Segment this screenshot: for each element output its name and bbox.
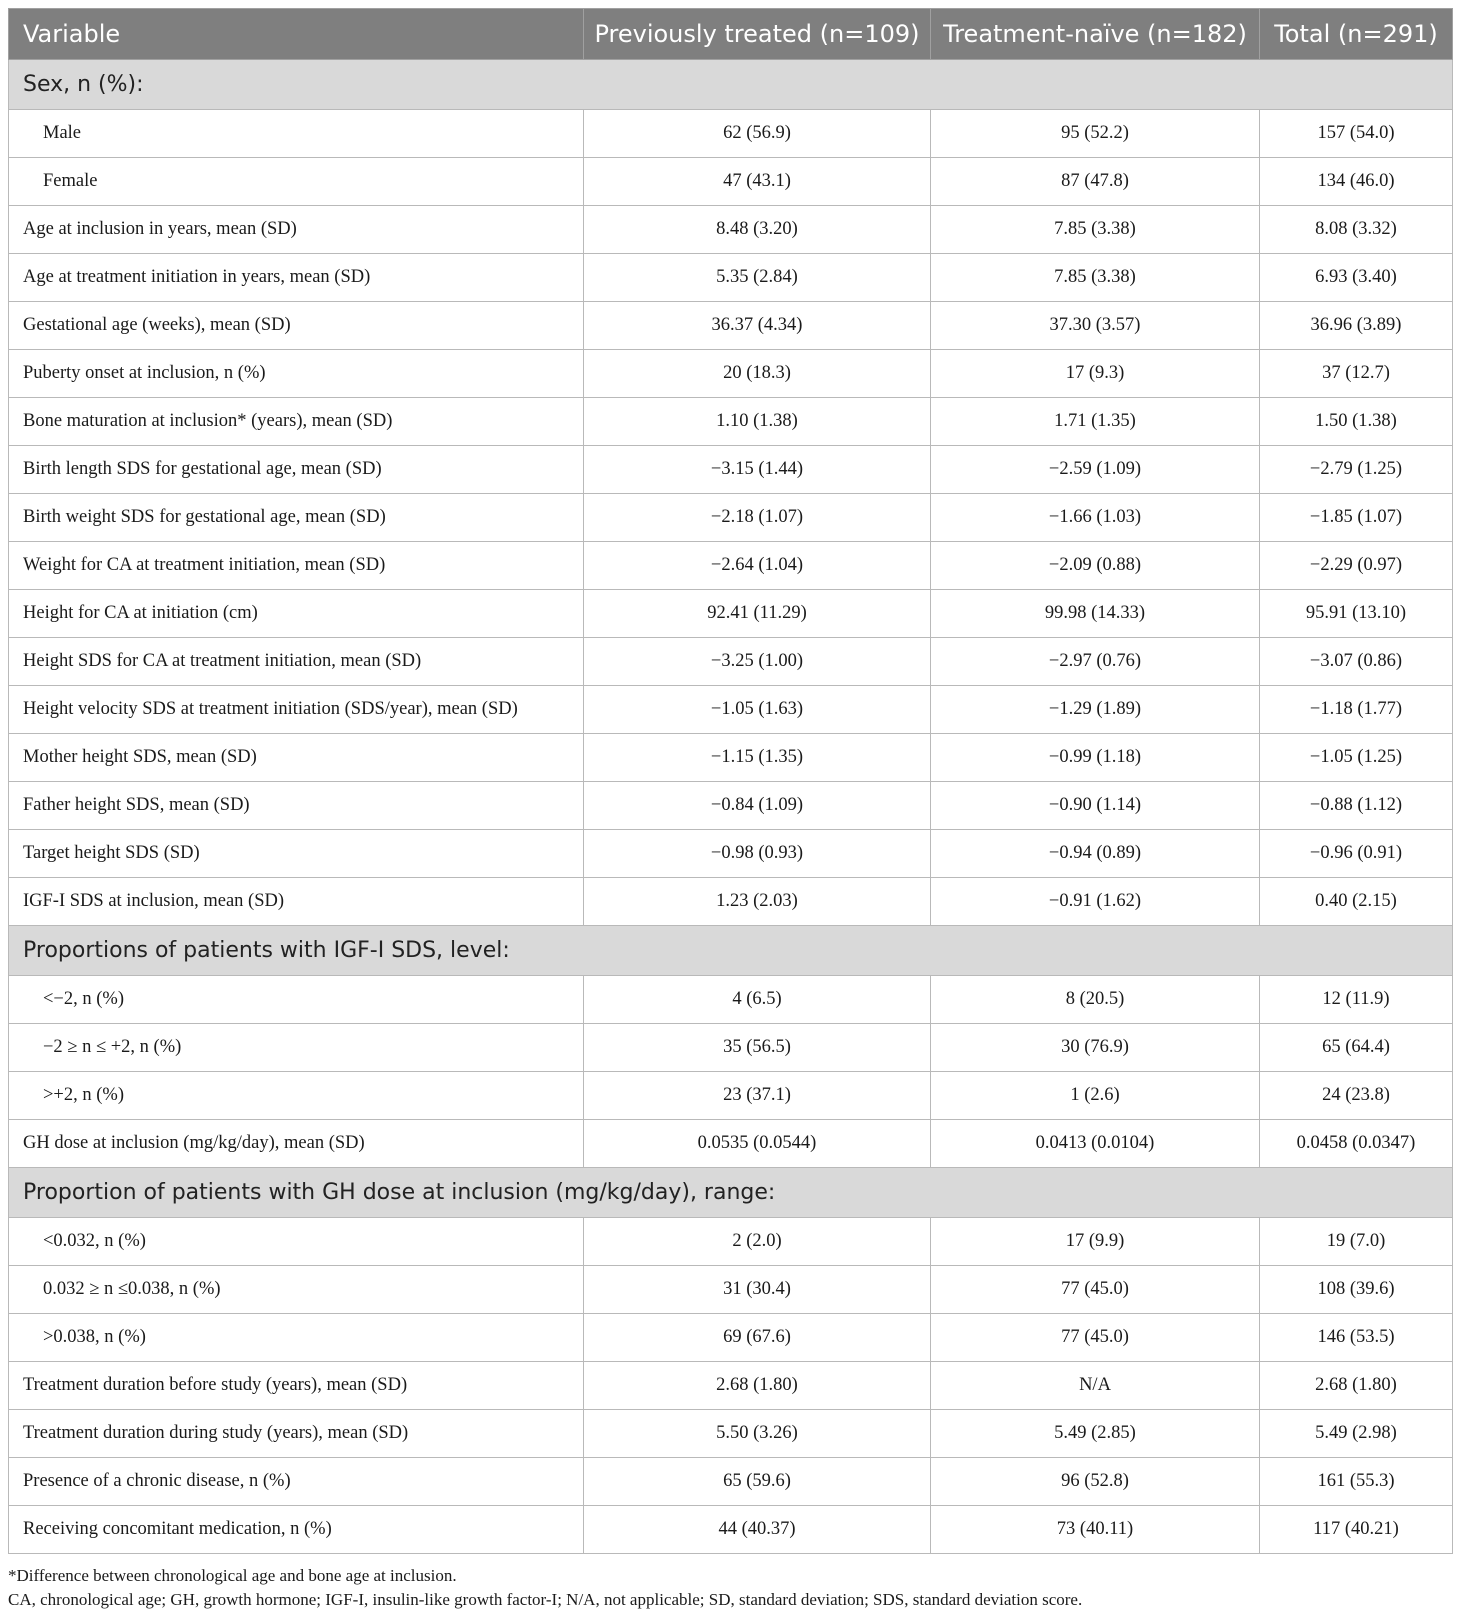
section-header-row xyxy=(9,926,1453,976)
cell-total: −2.29 (0.97) xyxy=(1260,542,1453,590)
table-row xyxy=(9,1362,1453,1410)
cell-treatment-naive: 95 (52.2) xyxy=(931,110,1260,158)
cell-previously-treated: 23 (37.1) xyxy=(584,1072,931,1120)
cell-previously-treated: 0.0535 (0.0544) xyxy=(584,1120,931,1168)
cell-treatment-naive: −2.97 (0.76) xyxy=(931,638,1260,686)
row-label: Treatment duration during study (years), mean (SD) xyxy=(9,1410,584,1458)
footnote-asterisk: *Difference between chronological age and bone age at inclusion. xyxy=(8,1566,457,1585)
table-row xyxy=(9,1024,1453,1072)
table-row xyxy=(9,1266,1453,1314)
section-header-row xyxy=(9,60,1453,110)
footnotes xyxy=(8,1564,1452,1612)
table-row xyxy=(9,494,1453,542)
cell-previously-treated: −0.84 (1.09) xyxy=(584,782,931,830)
header-row xyxy=(9,9,1453,60)
table-row xyxy=(9,1410,1453,1458)
cell-previously-treated: 47 (43.1) xyxy=(584,158,931,206)
table-row xyxy=(9,398,1453,446)
cell-total: 24 (23.8) xyxy=(1260,1072,1453,1120)
table-row xyxy=(9,686,1453,734)
cell-previously-treated: 69 (67.6) xyxy=(584,1314,931,1362)
cell-total: 161 (55.3) xyxy=(1260,1458,1453,1506)
table-row xyxy=(9,1120,1453,1168)
cell-total: −1.85 (1.07) xyxy=(1260,494,1453,542)
cell-total: 1.50 (1.38) xyxy=(1260,398,1453,446)
table-row xyxy=(9,830,1453,878)
cell-treatment-naive: 77 (45.0) xyxy=(931,1266,1260,1314)
baseline-characteristics-table xyxy=(8,8,1453,1554)
row-label: −2 ≥ n ≤ +2, n (%) xyxy=(9,1024,584,1072)
table-row xyxy=(9,542,1453,590)
header-treatment-naive: Treatment-naïve (n=182) xyxy=(931,9,1260,60)
cell-total: 2.68 (1.80) xyxy=(1260,1362,1453,1410)
table-row xyxy=(9,734,1453,782)
cell-total: 8.08 (3.32) xyxy=(1260,206,1453,254)
cell-treatment-naive: −0.99 (1.18) xyxy=(931,734,1260,782)
table-row xyxy=(9,782,1453,830)
header-total: Total (n=291) xyxy=(1260,9,1453,60)
row-label: Height for CA at initiation (cm) xyxy=(9,590,584,638)
cell-treatment-naive: 96 (52.8) xyxy=(931,1458,1260,1506)
table-row xyxy=(9,350,1453,398)
cell-total: 37 (12.7) xyxy=(1260,350,1453,398)
cell-previously-treated: 62 (56.9) xyxy=(584,110,931,158)
cell-total: −3.07 (0.86) xyxy=(1260,638,1453,686)
cell-previously-treated: 2.68 (1.80) xyxy=(584,1362,931,1410)
row-label: Male xyxy=(9,110,584,158)
cell-previously-treated: 31 (30.4) xyxy=(584,1266,931,1314)
table-row xyxy=(9,638,1453,686)
cell-total: 117 (40.21) xyxy=(1260,1506,1453,1554)
cell-total: −1.05 (1.25) xyxy=(1260,734,1453,782)
row-label: Birth weight SDS for gestational age, mean (SD) xyxy=(9,494,584,542)
row-label: <0.032, n (%) xyxy=(9,1218,584,1266)
row-label: Height SDS for CA at treatment initiation, mean (SD) xyxy=(9,638,584,686)
table-row xyxy=(9,254,1453,302)
row-label: Father height SDS, mean (SD) xyxy=(9,782,584,830)
row-label: Treatment duration before study (years), mean (SD) xyxy=(9,1362,584,1410)
cell-treatment-naive: −0.94 (0.89) xyxy=(931,830,1260,878)
table-row xyxy=(9,1506,1453,1554)
row-label: Birth length SDS for gestational age, mean (SD) xyxy=(9,446,584,494)
cell-total: 134 (46.0) xyxy=(1260,158,1453,206)
row-label: IGF-I SDS at inclusion, mean (SD) xyxy=(9,878,584,926)
footnote-abbreviations: CA, chronological age; GH, growth hormone; IGF-I, insulin-like growth factor-I; N/A, not applicable; SD, standard deviation; SDS, standard deviation score. xyxy=(8,1590,1083,1609)
cell-total: −1.18 (1.77) xyxy=(1260,686,1453,734)
table-row xyxy=(9,206,1453,254)
row-label: GH dose at inclusion (mg/kg/day), mean (SD) xyxy=(9,1120,584,1168)
cell-total: 19 (7.0) xyxy=(1260,1218,1453,1266)
row-label: Target height SDS (SD) xyxy=(9,830,584,878)
cell-previously-treated: −1.05 (1.63) xyxy=(584,686,931,734)
cell-total: 12 (11.9) xyxy=(1260,976,1453,1024)
cell-previously-treated: 44 (40.37) xyxy=(584,1506,931,1554)
table-container xyxy=(8,8,1452,1612)
cell-treatment-naive: 7.85 (3.38) xyxy=(931,206,1260,254)
cell-total: 95.91 (13.10) xyxy=(1260,590,1453,638)
cell-previously-treated: 92.41 (11.29) xyxy=(584,590,931,638)
cell-total: 157 (54.0) xyxy=(1260,110,1453,158)
cell-previously-treated: 5.50 (3.26) xyxy=(584,1410,931,1458)
cell-total: 5.49 (2.98) xyxy=(1260,1410,1453,1458)
row-label: Receiving concomitant medication, n (%) xyxy=(9,1506,584,1554)
cell-treatment-naive: −2.09 (0.88) xyxy=(931,542,1260,590)
table-row xyxy=(9,158,1453,206)
table-row xyxy=(9,110,1453,158)
row-label: Age at inclusion in years, mean (SD) xyxy=(9,206,584,254)
cell-treatment-naive: 87 (47.8) xyxy=(931,158,1260,206)
cell-previously-treated: 35 (56.5) xyxy=(584,1024,931,1072)
cell-treatment-naive: 17 (9.3) xyxy=(931,350,1260,398)
header-previously-treated: Previously treated (n=109) xyxy=(584,9,931,60)
cell-previously-treated: 1.10 (1.38) xyxy=(584,398,931,446)
cell-treatment-naive: 0.0413 (0.0104) xyxy=(931,1120,1260,1168)
cell-previously-treated: 36.37 (4.34) xyxy=(584,302,931,350)
table-row xyxy=(9,590,1453,638)
cell-previously-treated: 1.23 (2.03) xyxy=(584,878,931,926)
cell-previously-treated: −3.15 (1.44) xyxy=(584,446,931,494)
row-label: 0.032 ≥ n ≤0.038, n (%) xyxy=(9,1266,584,1314)
cell-treatment-naive: 1 (2.6) xyxy=(931,1072,1260,1120)
cell-total: 65 (64.4) xyxy=(1260,1024,1453,1072)
row-label: Age at treatment initiation in years, mean (SD) xyxy=(9,254,584,302)
cell-total: −0.96 (0.91) xyxy=(1260,830,1453,878)
cell-treatment-naive: −1.29 (1.89) xyxy=(931,686,1260,734)
cell-total: 108 (39.6) xyxy=(1260,1266,1453,1314)
table-row xyxy=(9,1458,1453,1506)
cell-treatment-naive: 73 (40.11) xyxy=(931,1506,1260,1554)
row-label: Mother height SDS, mean (SD) xyxy=(9,734,584,782)
cell-treatment-naive: 37.30 (3.57) xyxy=(931,302,1260,350)
header-variable: Variable xyxy=(9,9,584,60)
table-row xyxy=(9,878,1453,926)
table-row xyxy=(9,1314,1453,1362)
row-label: >0.038, n (%) xyxy=(9,1314,584,1362)
table-row xyxy=(9,446,1453,494)
cell-total: 0.0458 (0.0347) xyxy=(1260,1120,1453,1168)
cell-total: −0.88 (1.12) xyxy=(1260,782,1453,830)
cell-total: 6.93 (3.40) xyxy=(1260,254,1453,302)
cell-treatment-naive: 1.71 (1.35) xyxy=(931,398,1260,446)
cell-previously-treated: 20 (18.3) xyxy=(584,350,931,398)
row-label: Gestational age (weeks), mean (SD) xyxy=(9,302,584,350)
table-body xyxy=(9,60,1453,1554)
section-title: Sex, n (%): xyxy=(9,60,1453,110)
section-title: Proportions of patients with IGF-I SDS, level: xyxy=(9,926,1453,976)
cell-treatment-naive: 77 (45.0) xyxy=(931,1314,1260,1362)
section-title: Proportion of patients with GH dose at inclusion (mg/kg/day), range: xyxy=(9,1168,1453,1218)
cell-total: 36.96 (3.89) xyxy=(1260,302,1453,350)
table-row xyxy=(9,976,1453,1024)
cell-treatment-naive: N/A xyxy=(931,1362,1260,1410)
cell-previously-treated: 4 (6.5) xyxy=(584,976,931,1024)
cell-previously-treated: −2.18 (1.07) xyxy=(584,494,931,542)
cell-total: −2.79 (1.25) xyxy=(1260,446,1453,494)
cell-treatment-naive: 7.85 (3.38) xyxy=(931,254,1260,302)
table-row xyxy=(9,1072,1453,1120)
row-label: Height velocity SDS at treatment initiation (SDS/year), mean (SD) xyxy=(9,686,584,734)
row-label: Weight for CA at treatment initiation, mean (SD) xyxy=(9,542,584,590)
cell-treatment-naive: 8 (20.5) xyxy=(931,976,1260,1024)
cell-treatment-naive: −0.91 (1.62) xyxy=(931,878,1260,926)
cell-treatment-naive: −0.90 (1.14) xyxy=(931,782,1260,830)
section-header-row xyxy=(9,1168,1453,1218)
row-label: Puberty onset at inclusion, n (%) xyxy=(9,350,584,398)
cell-previously-treated: −1.15 (1.35) xyxy=(584,734,931,782)
table-row xyxy=(9,302,1453,350)
cell-treatment-naive: 99.98 (14.33) xyxy=(931,590,1260,638)
cell-total: 0.40 (2.15) xyxy=(1260,878,1453,926)
cell-previously-treated: 2 (2.0) xyxy=(584,1218,931,1266)
row-label: Bone maturation at inclusion* (years), mean (SD) xyxy=(9,398,584,446)
cell-previously-treated: 65 (59.6) xyxy=(584,1458,931,1506)
cell-previously-treated: 8.48 (3.20) xyxy=(584,206,931,254)
row-label: >+2, n (%) xyxy=(9,1072,584,1120)
table-row xyxy=(9,1218,1453,1266)
row-label: <−2, n (%) xyxy=(9,976,584,1024)
row-label: Female xyxy=(9,158,584,206)
cell-previously-treated: 5.35 (2.84) xyxy=(584,254,931,302)
cell-treatment-naive: 5.49 (2.85) xyxy=(931,1410,1260,1458)
cell-treatment-naive: −1.66 (1.03) xyxy=(931,494,1260,542)
cell-treatment-naive: −2.59 (1.09) xyxy=(931,446,1260,494)
cell-treatment-naive: 30 (76.9) xyxy=(931,1024,1260,1072)
cell-treatment-naive: 17 (9.9) xyxy=(931,1218,1260,1266)
cell-total: 146 (53.5) xyxy=(1260,1314,1453,1362)
cell-previously-treated: −2.64 (1.04) xyxy=(584,542,931,590)
cell-previously-treated: −3.25 (1.00) xyxy=(584,638,931,686)
cell-previously-treated: −0.98 (0.93) xyxy=(584,830,931,878)
row-label: Presence of a chronic disease, n (%) xyxy=(9,1458,584,1506)
